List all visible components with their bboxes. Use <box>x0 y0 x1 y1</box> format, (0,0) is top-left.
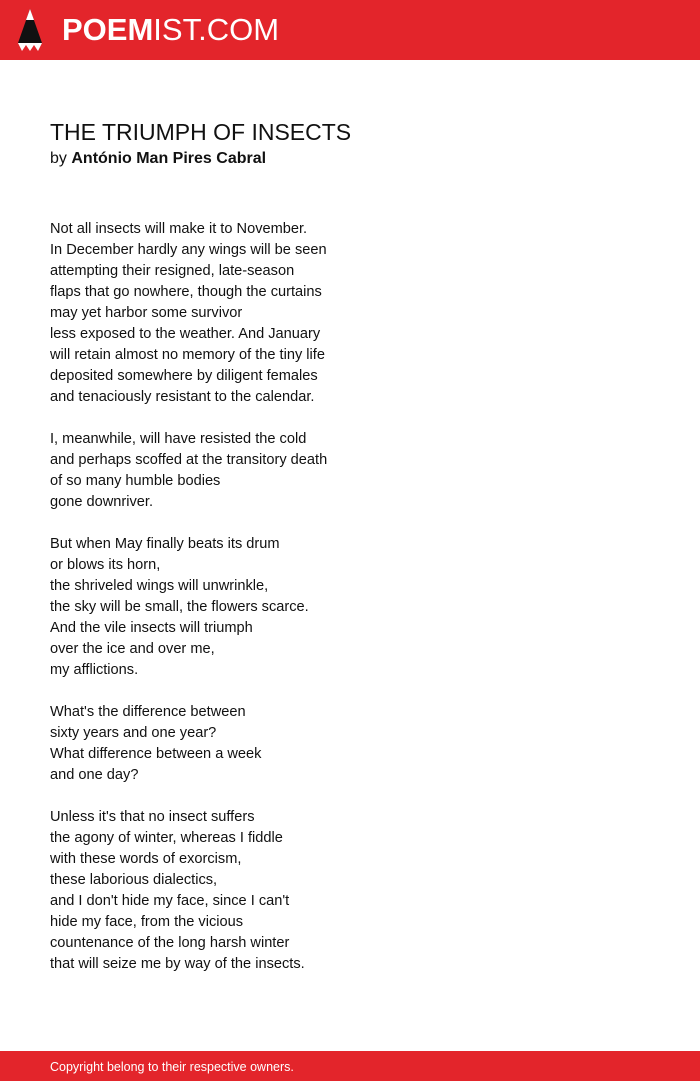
poem-line: countenance of the long harsh winter <box>50 935 290 951</box>
poem-line: In December hardly any wings will be seen <box>50 242 327 258</box>
poem-line: will retain almost no memory of the tiny life <box>50 347 325 363</box>
poem-line: my afflictions. <box>50 662 139 678</box>
poem-line: But when May finally beats its drum <box>50 536 280 552</box>
poem-line: these laborious dialectics, <box>50 872 218 888</box>
site-logo[interactable] <box>62 11 279 49</box>
poem-line: flaps that go nowhere, though the curtains <box>50 284 322 300</box>
poem-stanza <box>50 807 390 975</box>
site-footer <box>0 1051 700 1081</box>
poem-line: may yet harbor some survivor <box>50 305 243 321</box>
brand-light: IST.COM <box>153 12 280 47</box>
brand-bold: POEM <box>62 12 154 47</box>
poem-line: Unless it's that no insect suffers <box>50 809 255 825</box>
poem-stanza <box>50 702 390 786</box>
poem-line: the shriveled wings will unwrinkle, <box>50 578 269 594</box>
site-header <box>0 0 700 60</box>
poem-line: deposited somewhere by diligent females <box>50 368 318 384</box>
pencil-tip-icon[interactable] <box>18 9 42 51</box>
copyright-text: Copyright belong to their respective owners. <box>50 1060 294 1074</box>
poem-body <box>50 219 390 996</box>
poem-line: I, meanwhile, will have resisted the cold <box>50 431 307 447</box>
poem-line: gone downriver. <box>50 494 154 510</box>
poem-line: with these words of exorcism, <box>50 851 242 867</box>
poem-line: And the vile insects will triumph <box>50 620 253 636</box>
poem-title: THE TRIUMPH OF INSECTS <box>50 119 352 145</box>
author-name: António Man Pires Cabral <box>71 150 267 167</box>
poem-line: that will seize me by way of the insects. <box>50 956 305 972</box>
poem-line: the agony of winter, whereas I fiddle <box>50 830 283 846</box>
poem-line: less exposed to the weather. And January <box>50 326 321 342</box>
poem-stanza <box>50 534 390 681</box>
poem-line: and I don't hide my face, since I can't <box>50 893 290 909</box>
poem-stanza <box>50 429 390 513</box>
poem-line: Not all insects will make it to November. <box>50 221 308 237</box>
poem-line: and tenaciously resistant to the calendar. <box>50 389 315 405</box>
poem-line: or blows its horn, <box>50 557 161 573</box>
poem-line: and one day? <box>50 767 139 783</box>
poem-line: and perhaps scoffed at the transitory death <box>50 452 328 468</box>
poem-line: of so many humble bodies <box>50 473 221 489</box>
poem-line: attempting their resigned, late-season <box>50 263 295 279</box>
poem-stanza <box>50 219 390 408</box>
poem-line: What difference between a week <box>50 746 262 762</box>
poem-line: over the ice and over me, <box>50 641 215 657</box>
byline <box>50 149 266 169</box>
poem-line: sixty years and one year? <box>50 725 217 741</box>
poem-line: What's the difference between <box>50 704 246 720</box>
poem-line: hide my face, from the vicious <box>50 914 244 930</box>
by-label: by <box>50 150 67 167</box>
poem-line: the sky will be small, the flowers scarce. <box>50 599 309 615</box>
